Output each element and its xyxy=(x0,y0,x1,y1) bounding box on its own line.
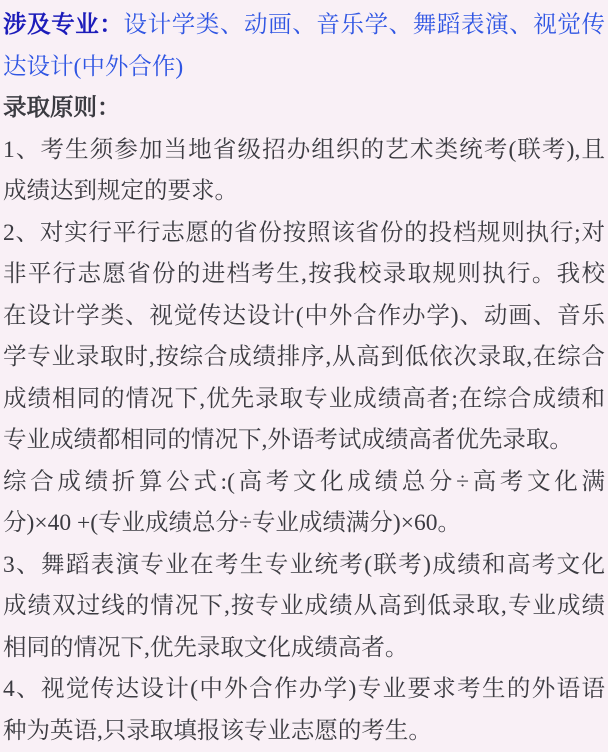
rule-4-line-2: 种为英语,只录取填报该专业志愿的考生。 xyxy=(3,717,432,744)
rule-1-line-2: 成绩达到规定的要求。 xyxy=(3,178,238,204)
rule-2-line-2: 非平行志愿省份的进档考生,按我校录取规则执行。我校 xyxy=(3,261,605,287)
rule-2-line-5: 成绩相同的情况下,优先录取专业成绩高者;在综合成绩和 xyxy=(3,385,605,412)
involved-majors-label: 涉及专业： xyxy=(3,12,124,38)
rule-3-line-2: 成绩双过线的情况下,按专业成绩从高到低录取,专业成绩 xyxy=(3,593,605,619)
principles-heading: 录取原则： xyxy=(3,95,121,121)
rule-2-line-1: 2、对实行平行志愿的省份按照该省份的投档规则执行;对 xyxy=(3,219,605,246)
rule-3-line-1: 3、舞蹈表演专业在考生专业统考(联考)成绩和高考文化 xyxy=(3,551,605,578)
principles-heading-line xyxy=(3,88,605,130)
involved-majors-list-part-2: 达设计(中外合作) xyxy=(3,53,184,80)
formula-line-1: 综合成绩折算公式:(高考文化成绩总分÷高考文化满 xyxy=(3,468,605,495)
involved-majors-list-part-1: 设计学类、动画、音乐学、舞蹈表演、视觉传 xyxy=(123,12,606,38)
involved-majors-line-1 xyxy=(3,5,605,47)
involved-majors-line-2 xyxy=(3,47,605,89)
rule-2-line-4: 学专业录取时,按综合成绩排序,从高到低依次录取,在综合 xyxy=(3,344,605,370)
rule-2-line-3: 在设计学类、视觉传达设计(中外合作办学)、动画、音乐 xyxy=(3,302,605,329)
rule-2-line-6: 专业成绩都相同的情况下,外语考试成绩高者优先录取。 xyxy=(3,427,573,453)
formula-line-2: 分)×40 +(专业成绩总分÷专业成绩满分)×60。 xyxy=(3,510,462,536)
rule-1-line-1: 1、考生须参加当地省级招办组织的艺术类统考(联考),且 xyxy=(3,136,605,163)
rule-4-line-1: 4、视觉传达设计(中外合作办学)专业要求考生的外语语 xyxy=(3,676,605,702)
rule-3-line-3: 相同的情况下,优先录取文化成绩高者。 xyxy=(3,634,409,661)
